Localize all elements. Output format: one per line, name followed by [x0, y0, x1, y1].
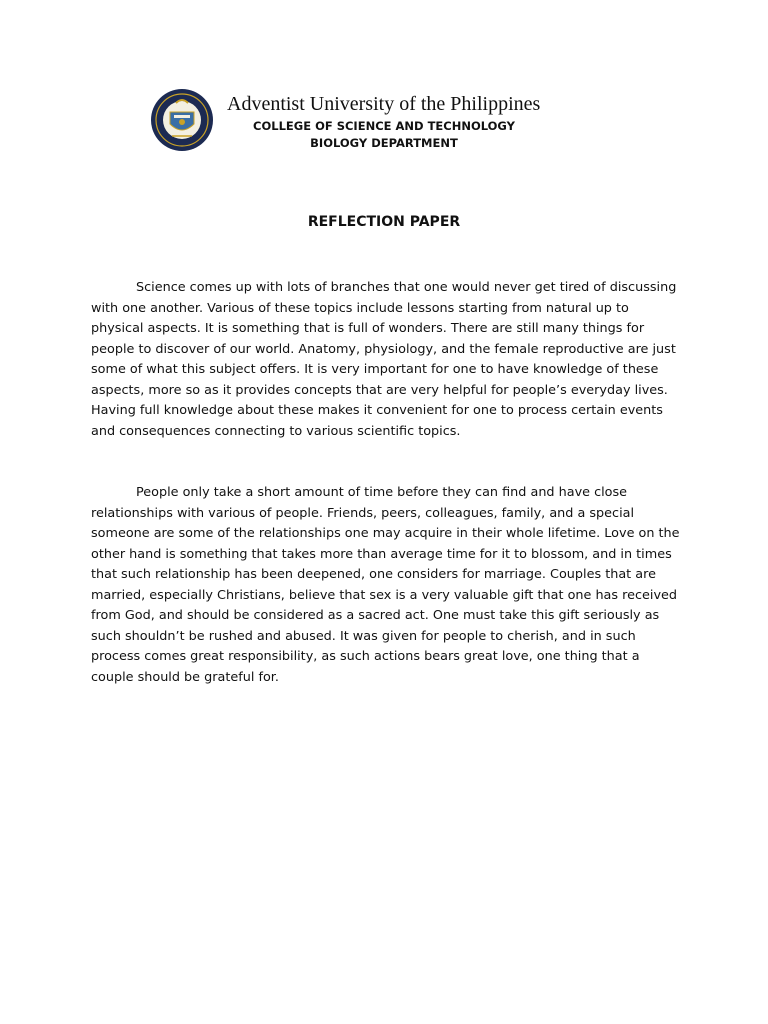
university-name: Adventist University of the Philippines [227, 93, 541, 115]
college-name: COLLEGE OF SCIENCE AND TECHNOLOGY [253, 119, 515, 133]
department-name: BIOLOGY DEPARTMENT [310, 136, 458, 150]
paragraph-1: Science comes up with lots of branches that one would never get tired of discussing with one another. Various of these topics include lessons starting from natural up to physical aspects. It is something that is full of wonders. There are still many things for people to discover of our world. Anatomy, physiology, and the female reproductive are just some of what this subject offers. It is very important for one to have knowledge of these aspects, more so as it provides concepts that are very helpful for people’s everyday lives. Having full knowledge about these makes it convenient for one to process certain events and consequences connecting to various scientific topics. [91, 280, 677, 439]
document-title: REFLECTION PAPER [307, 214, 461, 230]
paragraph-2: People only take a short amount of time before they can find and have close relationships with various of people. Friends, peers, colleagues, family, and a special someone are some of the relationships one may acquire in their whole lifetime. Love on the other hand is something that takes more than average time for it to blossom, and in times that such relationship has been deepened, one considers for marriage. Couples that are married, especially Christians, believe that sex is a very valuable gift that one has received from God, and should be considered as a sacred act. One must take this gift seriously as such shouldn’t be rushed and abused. It was given for people to cherish, and in such process comes great responsibility, as such actions bears great love, one thing that a couple should be grateful for. [91, 485, 680, 685]
